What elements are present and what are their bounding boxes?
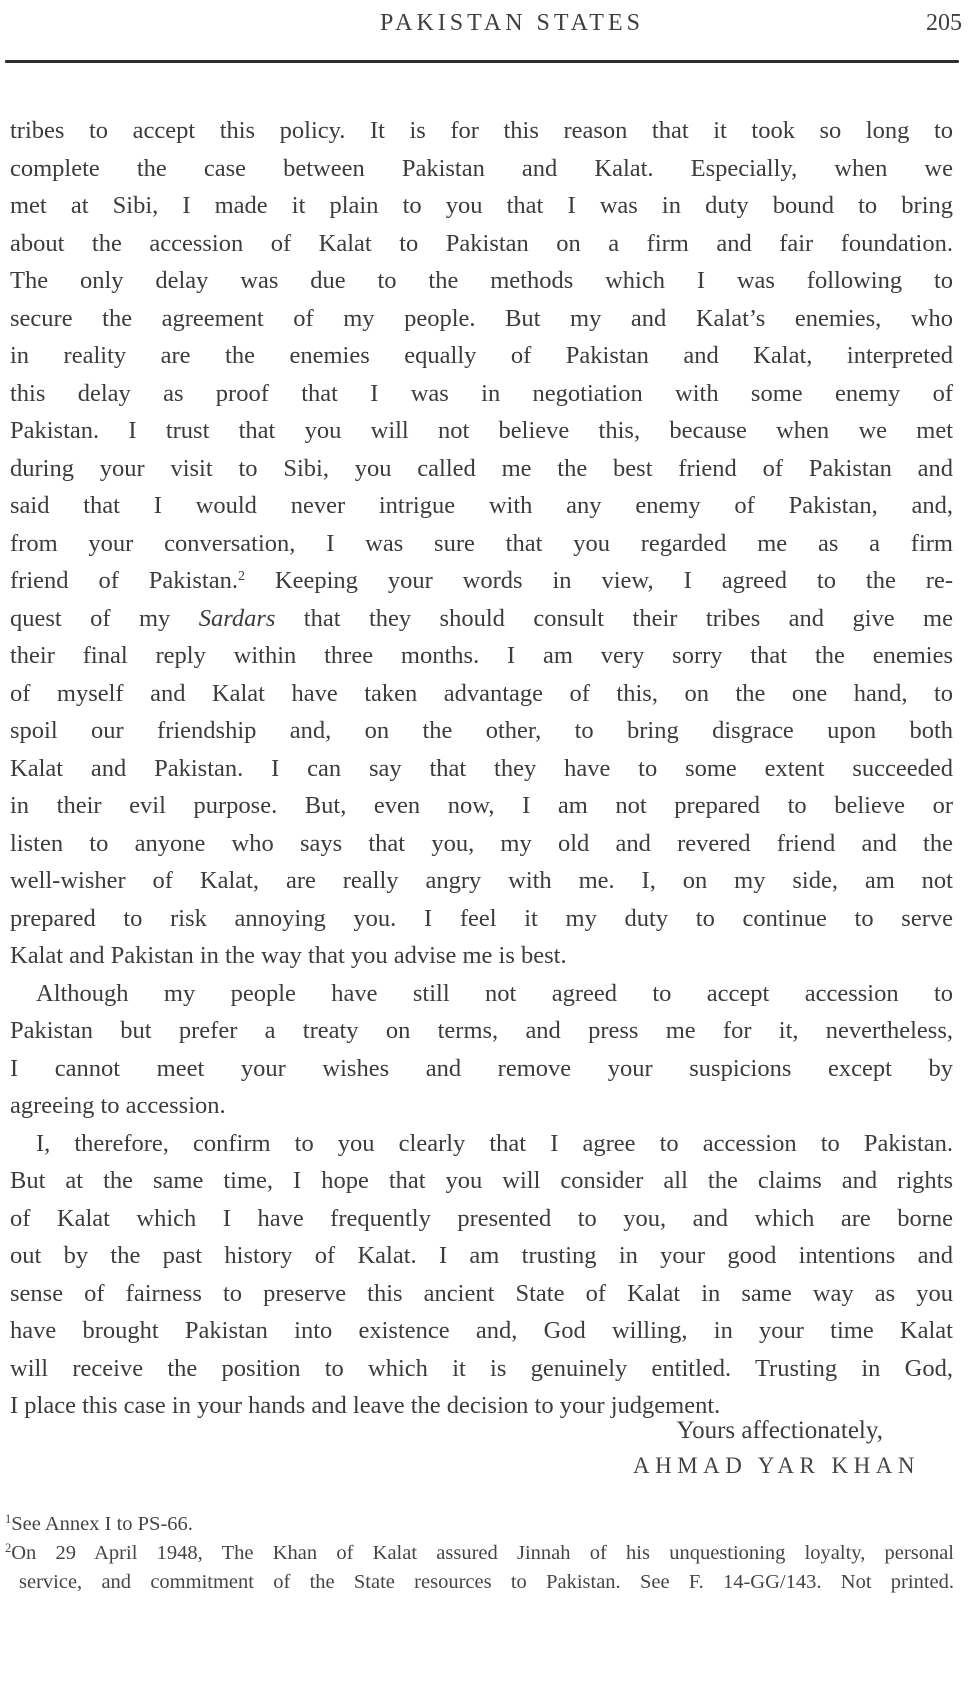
body-line: spoil our friendship and, on the other, to bring disgrace upon both <box>10 717 953 744</box>
body-line: The only delay was due to the methods which I was following to <box>10 267 953 294</box>
body-line: Although my people have still not agreed to accept accession to <box>36 979 953 1007</box>
body-line: Pakistan but prefer a treaty on terms, and press me for it, nevertheless, <box>10 1017 953 1044</box>
footnote-line: $^2$On 29 April 1948, The Khan of Kalat assured Jinnah of his unquestioning loyalty, personal <box>5 1541 954 1564</box>
header-divider-rule <box>5 60 959 63</box>
body-line: I cannot meet your wishes and remove your suspicions except by <box>10 1054 953 1082</box>
body-line: Pakistan. I trust that you will not believe this, because when we met <box>10 417 953 444</box>
body-line: complete the case between Pakistan and Kalat. Especially, when we <box>10 154 953 182</box>
body-line: tribes to accept this policy. It is for this reason that it took so long to <box>10 117 953 144</box>
body-line: Kalat and Pakistan in the way that you advise me is best. <box>10 942 567 969</box>
body-line: secure the agreement of my people. But my and Kalat’s enemies, who <box>10 304 953 332</box>
paragraph-3 <box>10 1125 953 1425</box>
footnote-1 <box>5 1510 954 1539</box>
body-line: Kalat and Pakistan. I can say that they have to some extent succeeded <box>10 754 953 782</box>
body-line: well-wisher of Kalat, are really angry with me. I, on my side, am not <box>10 867 953 894</box>
body-line: listen to anyone who says that you, my old and revered friend and the <box>10 829 953 857</box>
footnote-line: $^1$See Annex I to PS-66. <box>5 1512 193 1535</box>
body-line: of Kalat which I have frequently presented to you, and which are borne <box>10 1204 953 1232</box>
footnote-2 <box>5 1539 954 1597</box>
body-line: sense of fairness to preserve this ancient State of Kalat in same way as you <box>10 1279 953 1307</box>
page-number: 205 <box>926 10 962 36</box>
signature-closing: Yours affectionately, <box>676 1417 883 1444</box>
body-line: during your visit to Sibi, you called me the best friend of Pakistan and <box>10 454 953 482</box>
body-line: out by the past history of Kalat. I am trusting in your good intentions and <box>10 1242 953 1269</box>
body-line: in reality are the enemies equally of Pakistan and Kalat, interpreted <box>10 342 953 369</box>
paragraph-2 <box>10 975 953 1125</box>
footnote-line: service, and commitment of the State resources to Pakistan. See F. 14-GG/143. Not printed. <box>19 1571 954 1593</box>
body-line: said that I would never intrigue with any enemy of Pakistan, and, <box>10 492 953 519</box>
body-line: from your conversation, I was sure that you regarded me as a firm <box>10 529 953 557</box>
body-line: prepared to risk annoying you. I feel it my duty to continue to serve <box>10 904 953 932</box>
body-line: I, therefore, confirm to you clearly that I agree to accession to Pakistan. <box>36 1129 953 1157</box>
signature-block <box>0 1412 968 1483</box>
footnote-marker: 1 <box>5 1512 12 1526</box>
body-line: I place this case in your hands and leave the decision to your judgement. <box>10 1392 721 1419</box>
body-line: in their evil purpose. But, even now, I am not prepared to believe or <box>10 792 953 819</box>
body-line: have brought Pakistan into existence and, God willing, in your time Kalat <box>10 1317 953 1344</box>
body-line: But at the same time, I hope that you will consider all the claims and rights <box>10 1167 953 1194</box>
body-line: met at Sibi, I made it plain to you that I was in duty bound to bring <box>10 192 953 219</box>
body-line: friend of Pakistan.$^2$ Keeping your words in view, I agreed to the re- <box>10 567 953 594</box>
footnotes-section <box>5 1510 954 1597</box>
body-line: about the accession of Kalat to Pakistan on a firm and fair foundation. <box>10 229 953 257</box>
paragraph-1 <box>10 112 953 975</box>
letter-body <box>10 112 953 1425</box>
body-line: of myself and Kalat have taken advantage of this, on the one hand, to <box>10 679 953 707</box>
body-line: quest of my Sardars that they should consult their tribes and give me <box>10 604 953 632</box>
italic-term: Sardars <box>198 604 276 632</box>
signature-name: AHMAD YAR KHAN <box>633 1453 920 1478</box>
body-line: will receive the position to which it is genuinely entitled. Trusting in God, <box>10 1354 953 1382</box>
body-line: their final reply within three months. I am very sorry that the enemies <box>10 642 953 669</box>
footnote-marker: 2 <box>5 1541 12 1555</box>
body-line: agreeing to accession. <box>10 1092 226 1119</box>
footnote-reference: 2 <box>237 569 245 584</box>
page-title: PAKISTAN STATES <box>380 10 644 36</box>
page-header <box>0 8 968 50</box>
body-line: this delay as proof that I was in negotiation with some enemy of <box>10 379 953 407</box>
